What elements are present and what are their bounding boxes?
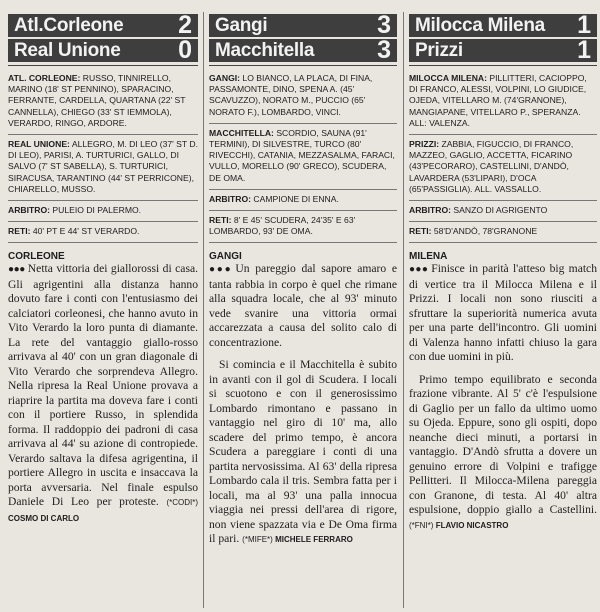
home-team-goals: 3 (377, 11, 391, 39)
scoreboard-home-row (8, 11, 198, 39)
divider (209, 242, 397, 243)
divider (409, 65, 597, 66)
divider (8, 65, 198, 66)
divider (8, 200, 198, 201)
bullet-dots-icon: ●●● (409, 264, 429, 276)
away-lineup-text: ZABBIA, FIGUCCIO, DI FRANCO, MAZZEO, GAGLIO, ACCETTA, FICARINO (43'PECORARO), CASTELLINI, D'ANDÒ, LAVARDERA (53'LIPARI), D'OCA (65'PASSIGLIA). ALL. VASSALLO. (409, 139, 574, 194)
home-lineup (409, 73, 597, 129)
home-lineup-text: RUSSO, TINNIRELLO, MARINO (18' ST PENNINO), SPARACINO, FERRANTE, CARDELLA, QUARTANA (22' ST CANNELLA), CHIEGO (33' ST IEMMOLA), VERARDO, RINGO, ARDORE. (8, 73, 186, 128)
divider (209, 65, 397, 66)
scoreboard-away-row (8, 36, 198, 64)
byline-author: FLAVIO NICASTRO (435, 520, 509, 530)
scoreboard-away-row (209, 36, 397, 64)
divider (409, 134, 597, 135)
article-body (209, 262, 397, 548)
away-team-goals: 1 (577, 36, 591, 64)
home-lineup-label: MILOCCA MILENA: (409, 73, 487, 83)
article-paragraph (409, 373, 597, 534)
article-paragraph (409, 262, 597, 365)
goals-label: RETI: (409, 226, 432, 237)
goals-label: RETI: (209, 215, 232, 226)
divider (209, 210, 397, 211)
column-divider (203, 12, 204, 608)
goals-text: 58'D'ANDÒ, 78'GRANONE (433, 226, 538, 237)
match-column-2 (209, 0, 397, 548)
divider (8, 221, 198, 222)
scoreboard-away-row (409, 36, 597, 64)
article-paragraph (209, 262, 397, 350)
referee-text: CAMPIONE DI ENNA. (253, 193, 339, 204)
away-lineup (209, 128, 397, 184)
away-lineup-text: ALLEGRO, M. DI LEO (37' ST D. DI LEO), PARISI, A. TURTURICI, GALLO, DI SALVO (7' ST SABELLA), S. TURTURICI, SIRACUSA, TARANTINO (44' ST PERRICONE), CHIARELLO, MUSSO. (8, 139, 198, 194)
match-column-3 (409, 0, 597, 533)
goals-line (409, 226, 597, 237)
byline-author: MICHELE FERRARO (275, 535, 353, 545)
away-lineup (8, 139, 198, 195)
paragraph-text: Netta vittoria dei giallorossi di casa. Gli agrigentini alla distanza hanno dovuto fare i conti con l'entusiasmo dei calciatori corleonesi, che hanno avuto in Vito Verardo la loro punta di diamante. La rete del vantaggio giallo-rosso arrivava al 40' con un gran diagonale di Vito Verardo che sorprendeva Allegro. Nella ripresa la Real Unione provava a riaprire la partita ma doveva fare i conti con il portiere Russo, in splendida forma. Il raddoppio dei padroni di casa arrivava al 44' su azione di contropiede. Verardo saltava la difesa agrigentina, il portiere Allegro in uscita e insaccava la porta avversaria. Nel finale espulso Daniele Di Leo per proteste. (8, 262, 198, 509)
divider (209, 123, 397, 124)
away-team-name: Prizzi (415, 39, 463, 61)
byline (242, 535, 353, 544)
divider (409, 221, 597, 222)
divider (409, 200, 597, 201)
match-details (8, 73, 198, 243)
goals-line (8, 226, 198, 237)
home-lineup (8, 73, 198, 129)
away-team-name: Macchitella (215, 39, 315, 61)
home-lineup-label: ATL. CORLEONE: (8, 73, 81, 83)
article-body (409, 262, 597, 533)
referee-text: SANZO DI AGRIGENTO (453, 205, 548, 216)
goals-text: 8' E 45' SCUDERA, 24'35' E 63' LOMBARDO, 93' DE OMA. (209, 215, 356, 237)
home-lineup-text: LO BIANCO, LA PLACA, DI FINA, PASSAMONTE, DINO, SPENA A. (45' SCAVUZZO), NORATO M., PUCCIO (65' NORATO F.), LOMBARDO, VINCI. (209, 73, 373, 117)
column-divider (403, 12, 404, 608)
match-column-1 (8, 0, 198, 526)
home-team-goals: 2 (178, 11, 192, 39)
byline-author: COSMO DI CARLO (8, 513, 80, 523)
home-lineup-text: PILLITTERI, CACIOPPO, DI FRANCO, ALESSI, VOLPINI, LO GIUDICE, OJEDA, VITELLARO M. (74'GRANONE), MANGIAPANE, VITELLARO P., SPERANZA. ALL: VALENZA. (409, 73, 587, 128)
divider (8, 134, 198, 135)
away-lineup-label: MACCHITELLA: (209, 127, 274, 138)
referee-label: ARBITRO: (8, 205, 51, 216)
away-lineup-text: SCORDIO, SAUNA (91' TERMINI), DI SILVESTRE, TURCO (80' RIVECCHI), CATANIA, MEZZASALMA, FARACI, VULLO, MORELLO (90' GRECO), SCUDERA, DE OMA. (209, 127, 395, 183)
referee-label: ARBITRO: (409, 205, 452, 216)
bullet-dots-icon: ●●● (209, 264, 233, 276)
byline (409, 521, 508, 530)
divider (409, 242, 597, 243)
article-body (8, 262, 198, 526)
paragraph-text: Si comincia e il Macchitella è subito in avanti con il gol di Scudera. I locali si scuotono e con il generosissimo Lombardo rimontano e passano in vantaggio nel giro di 10' ma, allo scadere del primo tempo, è ancora Scudera a pareggiare i conti di una partita nervosissima. Al 63' della ripresa Lombardo cala il tris. Sembra fatta per i locali, ma al 93' una palla innocua viaggia nei pressi dell'area di rigore, non viene spazzata via e De Oma firma il pari. (209, 358, 397, 546)
paragraph-text: Primo tempo equilibrato e seconda frazione vibrante. Al 5' c'è l'espulsione di Gaglio per un fallo da ultimo uomo su Ojeda. Eppure, sono gli ospiti, dopo neanche dieci minuti, a portarsi in vantaggio. D'Andò sfrutta a dovere un genuino errore di Volpini e trafigge Pellitteri. Il Milocca-Milena pareggia con Granone, di testa. Al 40' altra espulsione, doppio giallo a Castellini. (409, 372, 597, 517)
byline-code: (*MIFE*) (242, 535, 273, 545)
away-team-name: Real Unione (14, 39, 121, 61)
home-lineup (209, 73, 397, 118)
bullet-dots-icon: ●●● (8, 264, 25, 276)
goals-text: 40' PT E 44' ST VERARDO. (32, 226, 140, 237)
byline-code: (*CODI*) (166, 498, 198, 508)
byline-code: (*FNI*) (409, 520, 434, 530)
article-paragraph (209, 358, 397, 548)
away-lineup (409, 139, 597, 195)
home-team-name: Milocca Milena (415, 14, 545, 36)
scoreboard-home-row (409, 11, 597, 39)
goals-line (209, 215, 397, 237)
home-team-goals: 1 (577, 11, 591, 39)
away-team-goals: 0 (178, 36, 192, 64)
home-team-name: Gangi (215, 14, 268, 36)
away-lineup-label: PRIZZI: (409, 139, 440, 150)
home-team-name: Atl.Corleone (14, 14, 124, 36)
match-details (209, 73, 397, 243)
article-kicker: MILENA (409, 251, 448, 263)
goals-label: RETI: (8, 226, 31, 237)
referee-label: ARBITRO: (209, 193, 252, 204)
divider (8, 242, 198, 243)
scoreboard-home-row (209, 11, 397, 39)
away-team-goals: 3 (377, 36, 391, 64)
referee-line (209, 194, 397, 205)
article-kicker: CORLEONE (8, 251, 65, 263)
article-paragraph (8, 262, 198, 526)
home-lineup-label: GANGI: (209, 73, 241, 83)
paragraph-text: Un pareggio dal sapore amaro e tanta rabbia in corpo è quel che rimane alla squadra locale, che al 93' minuto vede svanire una vittoria ormai accarezzata a causa del solito calo di concentrazione. (209, 262, 397, 349)
referee-line (409, 205, 597, 216)
divider (209, 189, 397, 190)
referee-text: PULEIO DI PALERMO. (52, 205, 142, 216)
paragraph-text: Finisce in parità l'atteso big match di vertice tra il Milocca Milena e il Prizzi. I locali non sono riusciti a sfruttare la superiorità numerica avuta per una parte dell'incontro. Gli uomini di Valenza hanno infatti chiuso la gara con due uomini in più. (409, 262, 598, 364)
referee-line (8, 205, 198, 216)
match-details (409, 73, 597, 243)
away-lineup-label: REAL UNIONE: (8, 139, 70, 150)
article-kicker: GANGI (209, 251, 242, 263)
